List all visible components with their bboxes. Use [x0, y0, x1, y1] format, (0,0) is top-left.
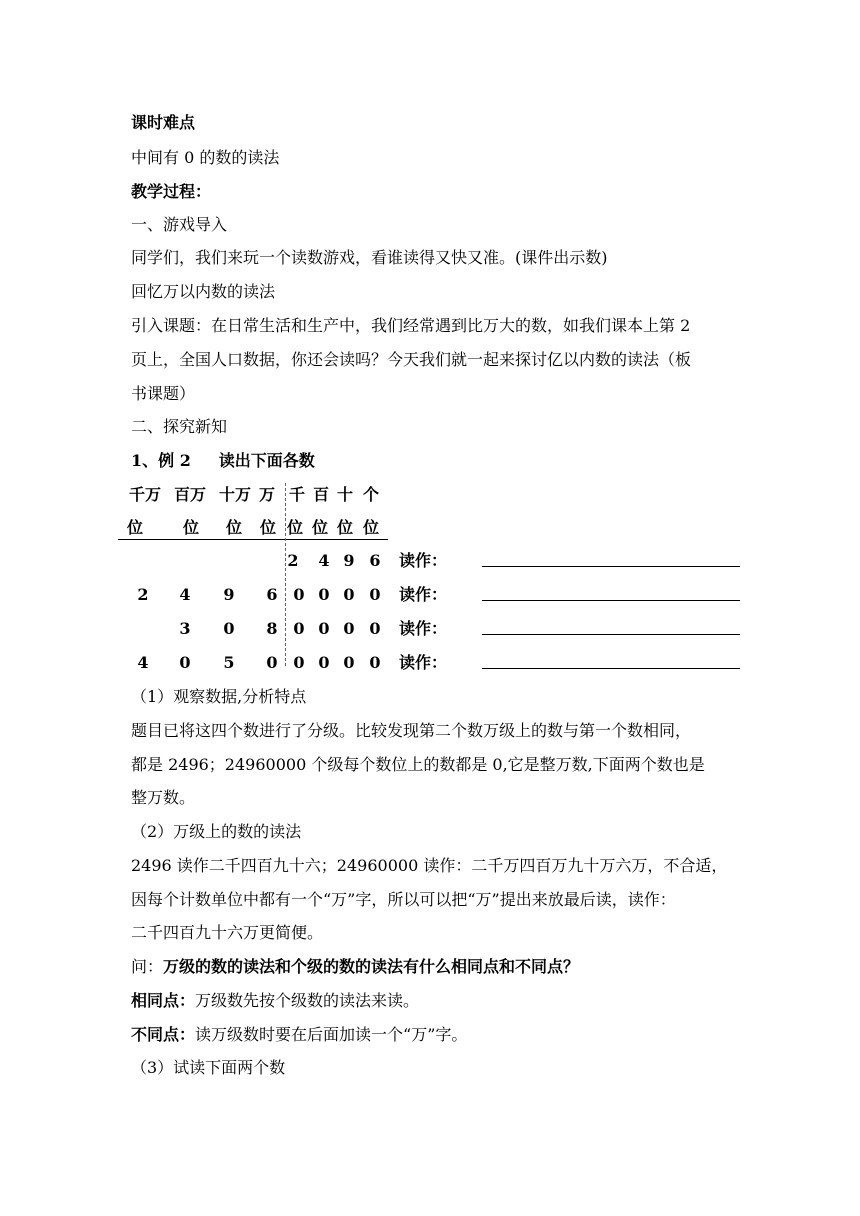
row2-answer-blank[interactable] — [482, 600, 740, 601]
row3-ge: 0 — [369, 619, 381, 638]
row2-read-label: 读作： — [399, 585, 448, 604]
row3-qian: 0 — [293, 619, 305, 638]
row4-qian: 0 — [293, 653, 305, 672]
row2-baiwan: 4 — [179, 585, 191, 604]
row1-answer-blank[interactable] — [482, 566, 740, 567]
row4-baiwan: 0 — [179, 653, 191, 672]
header-qian: 千 — [288, 485, 305, 504]
row3-baiwan: 3 — [179, 619, 191, 638]
row3-shiwan: 0 — [223, 619, 235, 638]
intro-line-1: 引入课题：在日常生活和生产中，我们经常遇到比万大的数，如我们课本上第 2 — [131, 316, 691, 335]
step2-line-2: 因每个计数单位中都有一个“万”字，所以可以把“万”提出来放最后读，读作： — [131, 890, 676, 909]
section1-line1: 同学们，我们来玩一个读数游戏，看谁读得又快又准。(课件出示数) — [131, 248, 608, 267]
row2-shiwan: 9 — [223, 585, 235, 604]
header-bai: 百 — [312, 485, 329, 504]
row2-wan: 6 — [266, 585, 278, 604]
question-line — [131, 957, 579, 977]
header-shiwan: 十万 — [218, 485, 251, 504]
step2-line-3: 二千四百九十六万更简便。 — [131, 923, 324, 942]
header-wei-1: 位 — [126, 518, 143, 537]
step1-line-2: 都是 2496；24960000 个级每个数位上的数都是 0,它是整万数,下面两个数也是 — [131, 755, 705, 774]
question-text: 万级的数的读法和个级的数的读法有什么相同点和不同点？ — [163, 957, 580, 976]
step2-line-1: 2496 读作二千四百九十六；24960000 读作：二千万四百万九十万六万，不合适， — [131, 856, 728, 875]
row2-bai: 0 — [318, 585, 330, 604]
same-label: 相同点： — [131, 991, 196, 1010]
diff-label: 不同点： — [131, 1025, 196, 1044]
header-shi: 十 — [336, 485, 353, 504]
intro-line-2: 页上，全国人口数据，你还会读吗？今天我们就一起来探讨亿以内数的读法（板 — [131, 350, 692, 369]
row4-shi: 0 — [343, 653, 355, 672]
row4-read-label: 读作： — [399, 653, 448, 672]
header-wei-8: 位 — [362, 518, 379, 537]
header-rule — [118, 539, 388, 540]
header-ge: 个 — [362, 485, 379, 504]
header-wei-6: 位 — [311, 518, 328, 537]
same-text: 万级数先按个级数的读法来读。 — [195, 991, 420, 1010]
level-separator — [285, 483, 286, 666]
heading-difficulty: 课时难点 — [131, 113, 196, 132]
step3-title: （3）试读下面两个数 — [131, 1058, 286, 1077]
header-wan: 万 — [258, 485, 275, 504]
row2-ge: 0 — [369, 585, 381, 604]
step1-line-3: 整万数。 — [131, 788, 196, 807]
header-wei-7: 位 — [336, 518, 353, 537]
row4-answer-blank[interactable] — [482, 668, 740, 669]
section1-line2: 回忆万以内数的读法 — [131, 282, 276, 301]
row3-shi: 0 — [343, 619, 355, 638]
row3-wan: 8 — [266, 619, 278, 638]
row1-qian: 2 — [287, 551, 299, 570]
intro-line-3: 书课题） — [131, 384, 196, 403]
example-title: 1、例 2 读出下面各数 — [131, 451, 315, 470]
header-wei-5: 位 — [286, 518, 303, 537]
step1-line-1: 题目已将这四个数进行了分级。比较发现第二个数万级上的数与第一个数相同， — [131, 721, 692, 740]
row2-shi: 0 — [343, 585, 355, 604]
section2-title: 二、探究新知 — [131, 417, 228, 436]
header-wei-4: 位 — [259, 518, 276, 537]
row3-answer-blank[interactable] — [482, 634, 740, 635]
row1-ge: 6 — [369, 551, 381, 570]
section1-title: 一、游戏导入 — [131, 215, 228, 234]
row4-bai: 0 — [318, 653, 330, 672]
header-wei-2: 位 — [182, 518, 199, 537]
row1-shi: 9 — [343, 551, 355, 570]
row3-bai: 0 — [318, 619, 330, 638]
row4-ge: 0 — [369, 653, 381, 672]
row1-bai: 4 — [318, 551, 330, 570]
row4-wan: 0 — [266, 653, 278, 672]
row3-read-label: 读作： — [399, 619, 448, 638]
row2-qianwan: 2 — [137, 585, 149, 604]
header-baiwan: 百万 — [173, 485, 206, 504]
diff-text: 读万级数时要在后面加读一个“万”字。 — [195, 1025, 468, 1044]
header-qianwan: 千万 — [128, 485, 161, 504]
diff-point-line — [131, 1025, 467, 1045]
difficulty-text: 中间有 0 的数的读法 — [131, 148, 280, 167]
same-point-line — [131, 991, 419, 1011]
step1-title: （1）观察数据,分析特点 — [131, 687, 307, 706]
step2-title: （2）万级上的数的读法 — [131, 822, 302, 841]
row4-qianwan: 4 — [137, 653, 149, 672]
row4-shiwan: 5 — [223, 653, 235, 672]
header-wei-3: 位 — [225, 518, 242, 537]
row2-qian: 0 — [293, 585, 305, 604]
heading-process: 教学过程： — [131, 182, 212, 201]
question-prefix: 问： — [131, 957, 164, 976]
row1-read-label: 读作： — [399, 551, 448, 570]
